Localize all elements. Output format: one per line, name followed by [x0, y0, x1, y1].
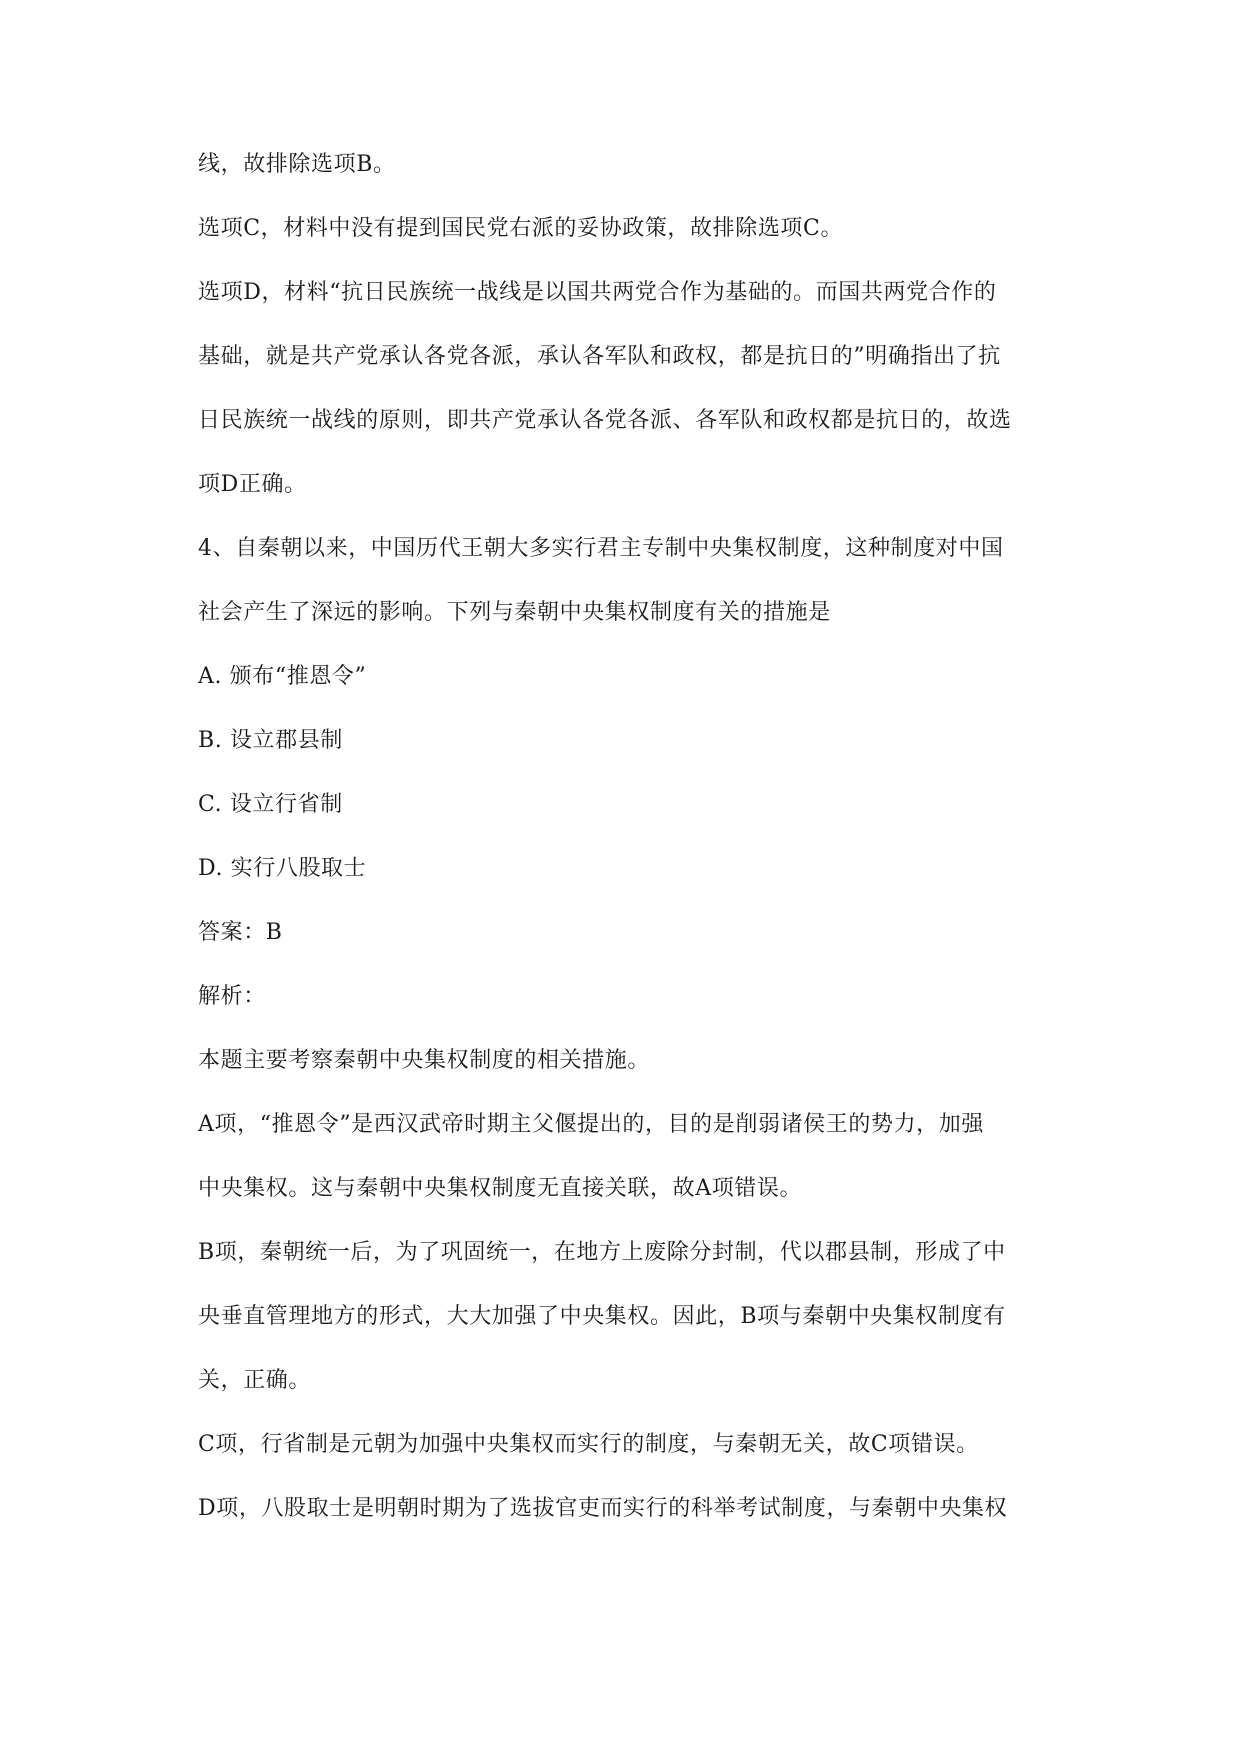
analysis-heading: 解析： [198, 984, 266, 1009]
question-stem-line: 4、自秦朝以来，中国历代王朝大多实行君主专制中央集权制度，这种制度对中国 [198, 536, 1004, 561]
text-line: 基础，就是共产党承认各党各派，承认各军队和政权，都是抗日的”明确指出了抗 [198, 344, 1001, 369]
option-c: C. 设立行省制 [198, 792, 343, 817]
text-line: D项，八股取士是明朝时期为了选拔官吏而实行的科举考试制度，与秦朝中央集权 [198, 1496, 1008, 1521]
text-line: C项，行省制是元朝为加强中央集权而实行的制度，与秦朝无关，故C项错误。 [198, 1432, 979, 1457]
option-d: D. 实行八股取士 [198, 856, 367, 881]
text-line: 项D正确。 [198, 472, 307, 497]
text-line: 选项D，材料“抗日民族统一战线是以国共两党合作为基础的。而国共两党合作的 [198, 280, 997, 305]
text-line: A项，“推恩令”是西汉武帝时期主父偃提出的，目的是削弱诸侯王的势力，加强 [198, 1112, 984, 1137]
text-line: 日民族统一战线的原则，即共产党承认各党各派、各军队和政权都是抗日的，故选 [198, 408, 1012, 433]
answer-line: 答案：B [198, 920, 283, 945]
text-line: 关，正确。 [198, 1368, 312, 1393]
text-line: 本题主要考察秦朝中央集权制度的相关措施。 [198, 1048, 651, 1073]
text-line: 中央集权。这与秦朝中央集权制度无直接关联，故A项错误。 [198, 1176, 803, 1201]
question-stem-line: 社会产生了深远的影响。下列与秦朝中央集权制度有关的措施是 [198, 600, 831, 625]
option-a: A. 颁布“推恩令” [198, 664, 367, 689]
text-line: 央垂直管理地方的形式，大大加强了中央集权。因此，B项与秦朝中央集权制度有 [198, 1304, 1006, 1329]
text-line: B项，秦朝统一后，为了巩固统一，在地方上废除分封制，代以郡县制，形成了中 [198, 1240, 1006, 1265]
text-line: 选项C，材料中没有提到国民党右派的妥协政策，故排除选项C。 [198, 216, 844, 241]
option-b: B. 设立郡县制 [198, 728, 343, 753]
text-line: 线，故排除选项B。 [198, 152, 396, 177]
